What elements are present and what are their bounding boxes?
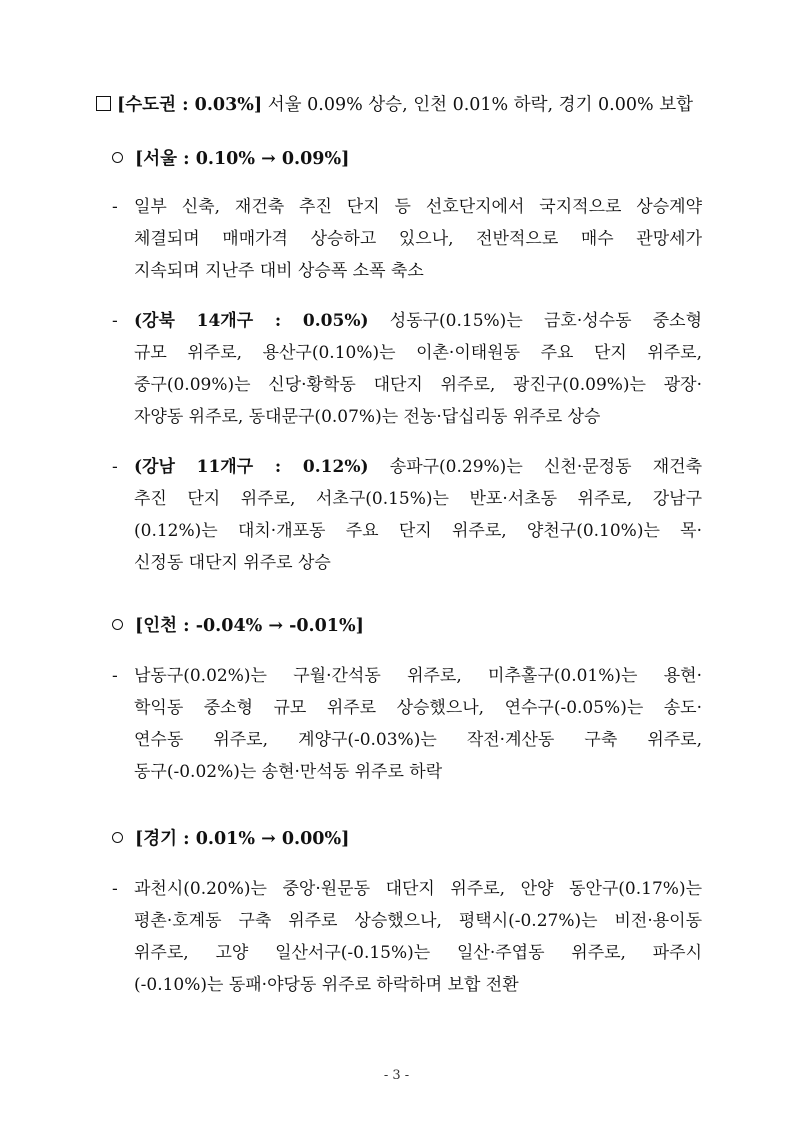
paragraph-line: 일부 신축, 재건축 추진 단지 등 선호단지에서 국지적으로 상승계약 [134,197,702,217]
seoul-overview-paragraph [112,191,702,287]
gyeonggi-title: [경기 : 0.01% → 0.00%] [135,829,350,849]
capital-area-heading [96,90,706,120]
gangbuk-key: (강북 14개구 : 0.05%) [134,311,369,331]
gyeonggi-paragraph [112,873,702,1001]
paragraph-line: 규모 위주로, 용산구(0.10%)는 이촌·이태원동 주요 단지 위주로, [134,343,702,363]
square-bullet-icon [96,96,111,111]
paragraph-line: 과천시(0.20%)는 중앙·원문동 대단지 위주로, 안양 동안구(0.17%)는 [134,879,702,899]
gyeonggi-heading [112,825,349,853]
paragraph-line: 남동구(0.02%)는 구월·간석동 위주로, 미추홀구(0.01%)는 용현· [134,666,702,686]
circle-bullet-icon [112,152,123,163]
gangbuk-paragraph [112,305,702,433]
paragraph-line: 평촌·호계동 구축 위주로 상승했으나, 평택시(-0.27%)는 비전·용이동 [134,911,702,931]
paragraph-line: 위주로, 고양 일산서구(-0.15%)는 일산·주엽동 위주로, 파주시 [134,943,702,963]
dash-bullet: - [112,457,118,477]
capital-area-summary: 서울 0.09% 상승, 인천 0.01% 하락, 경기 0.00% 보합 [267,95,694,115]
dash-bullet: - [112,666,118,686]
paragraph-line: 자양동 위주로, 동대문구(0.07%)는 전농·답십리동 위주로 상승 [134,407,601,427]
seoul-title: [서울 : 0.10% → 0.09%] [135,149,350,169]
page-number: - 3 - [383,1068,410,1083]
paragraph-line: (-0.10%)는 동패·야당동 위주로 하락하며 보합 전환 [134,975,519,995]
paragraph-line [134,451,702,483]
circle-bullet-icon [112,619,123,630]
paragraph-line: 체결되며 매매가격 상승하고 있으나, 전반적으로 매수 관망세가 [134,229,702,249]
gangnam-key: (강남 11개구 : 0.12%) [134,457,369,477]
gangnam-paragraph [112,451,702,579]
dash-bullet: - [112,197,118,217]
paragraph-line: 지속되며 지난주 대비 상승폭 소폭 축소 [134,261,424,281]
paragraph-line: 신정동 대단지 위주로 상승 [134,553,331,573]
paragraph-line: (0.12%)는 대치·개포동 주요 단지 위주로, 양천구(0.10%)는 목· [134,521,702,541]
paragraph-line: 학익동 중소형 규모 위주로 상승했으나, 연수구(-0.05%)는 송도· [134,698,702,718]
paragraph-line: 추진 단지 위주로, 서초구(0.15%)는 반포·서초동 위주로, 강남구 [134,489,702,509]
paragraph-line: 동구(-0.02%)는 송현·만석동 위주로 하락 [134,762,443,782]
paragraph-text: 송파구(0.29%)는 신천·문정동 재건축 [389,457,702,477]
paragraph-text: 성동구(0.15%)는 금호·성수동 중소형 [389,311,702,331]
paragraph-line [134,305,702,337]
incheon-title: [인천 : -0.04% → -0.01%] [135,616,364,636]
dash-bullet: - [112,311,118,331]
dash-bullet: - [112,879,118,899]
paragraph-line: 연수동 위주로, 계양구(-0.03%)는 작전·계산동 구축 위주로, [134,730,702,750]
incheon-paragraph [112,660,702,788]
paragraph-line: 중구(0.09%)는 신당·황학동 대단지 위주로, 광진구(0.09%)는 광장· [134,375,702,395]
incheon-heading [112,612,364,640]
capital-area-key: [수도권 : 0.03%] [117,95,263,115]
seoul-heading [112,145,349,173]
circle-bullet-icon [112,832,123,843]
